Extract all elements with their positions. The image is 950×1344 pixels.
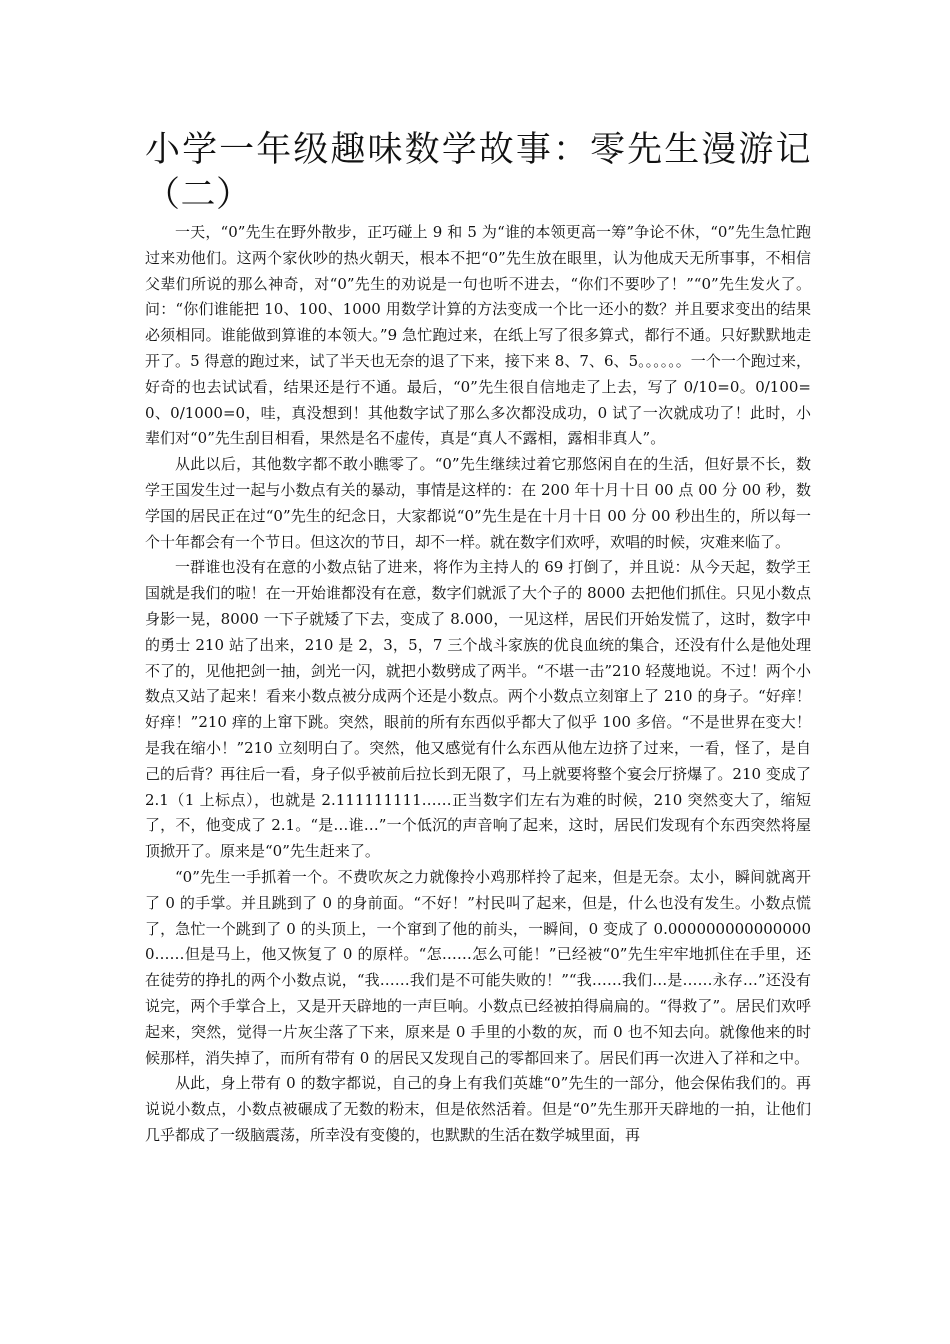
document-body	[145, 128, 811, 1149]
document-title: 小学一年级趣味数学故事：零先生漫游记（二）	[145, 130, 811, 215]
paragraph-2: 从此以后，其他数字都不敢小瞧零了。“0”先生继续过着它那悠闲自在的生活，但好景不长，数学王国发生过一起与小数点有关的暴动，事情是这样的：在 200 年十月十日 00 点 00 分 00 秒，数学国的居民正在过“0”先生的纪念日，大家都说“0”先生是在十月十日 00 分 00 秒出生的，所以每一个十年都会有一个节日。但这次的节日，却不一样。就在数字们欢呼，欢唱的时候，灾难来临了。	[145, 455, 811, 551]
paragraph-5: 从此，身上带有 0 的数字都说，自己的身上有我们英雄“0”先生的一部分，他会保佑我们的。再说说小数点，小数点被碾成了无数的粉末，但是依然活着。但是“0”先生那开天辟地的一拍，让他们几乎都成了一级脑震荡，所幸没有变傻的，也默默的生活在数学城里面，再	[145, 1074, 811, 1144]
paragraph-3: 一群谁也没有在意的小数点钻了进来，将作为主持人的 69 打倒了，并且说：从今天起，数学王国就是我们的啦！在一开始谁都没有在意，数字们就派了大个子的 8000 去把他们抓住。只见小数点身影一晃，8000 一下子就矮了下去，变成了 8.000，一见这样，居民们开始发慌了，这时，数字中的勇士 210 站了出来，210 是 2，3，5，7 三个战斗家族的优良血统的集合，还没有什么是他处理不了的，见他把剑一抽，剑光一闪，就把小数劈成了两半。“不堪一击”210 轻蔑地说。不过！两个小数点又站了起来！看来小数点被分成两个还是小数点。两个小数点立刻窜上了 210 的身子。“好痒！好痒！”210 痒的上窜下跳。突然，眼前的所有东西似乎都大了似乎 100 多倍。“不是世界在变大！是我在缩小！”210 立刻明白了。突然，他又感觉有什么东西从他左边挤了过来，一看，怪了，是自己的后背？再往后一看，身子似乎被前后拉长到无限了，马上就要将整个宴会厅挤爆了。210 变成了 2.1（1 上标点），也就是 2.111111111……正当数字们左右为难的时候，210 突然变大了，缩短了，不，他变成了 2.1。“是…谁…”一个低沉的声音响了起来，这时，居民们发现有个东西突然将屋顶掀开了。原来是“0”先生赶来了。	[145, 558, 811, 861]
paragraph-1: 一天，“0”先生在野外散步，正巧碰上 9 和 5 为“谁的本领更高一筹”争论不休，“0”先生急忙跑过来劝他们。这两个家伙吵的热火朝天，根本不把“0”先生放在眼里，认为他成天无所事事，不相信父辈们所说的那么神奇，对“0”先生的劝说是一句也听不进去，“你们不要吵了！”“0”先生发火了。问：“你们谁能把 10、100、1000 用数学计算的方法变成一个比一还小的数？并且要求变出的结果必须相同。谁能做到算谁的本领大。”9 急忙跑过来，在纸上写了很多算式，都行不通。只好默默地走开了。5 得意的跑过来，试了半天也无奈的退了下来，接下来 8、7、6、5。。。。。。一个一个跑过来，好奇的也去试试看，结果还是行不通。最后，“0”先生很自信地走了上去，写了 0/10=0。0/100=0、0/1000=0，哇，真没想到！其他数字试了那么多次都没成功，0 试了一次就成功了！此时，小辈们对“0”先生刮目相看，果然是名不虚传，真是“真人不露相，露相非真人”。	[145, 223, 811, 448]
paragraph-4: “0”先生一手抓着一个。不费吹灰之力就像拎小鸡那样拎了起来，但是无奈。太小，瞬间就离开了 0 的手掌。并且跳到了 0 的身前面。“不好！”村民叫了起来，但是，什么也没有发生。小数点慌了，急忙一个跳到了 0 的头顶上，一个窜到了他的前头，一瞬间，0 变成了 0.0000000000000000……但是马上，他又恢复了 0 的原样。“怎……怎么可能！”已经被“0”先生牢牢地抓住在手里，还在徒劳的挣扎的两个小数点说，“我……我们是不可能失败的！”“我……我们…是……永存…”还没有说完，两个手掌合上，又是开天辟地的一声巨响。小数点已经被拍得扁扁的。“得救了”。居民们欢呼起来，突然，觉得一片灰尘落了下来，原来是 0 手里的小数的灰，而 0 也不知去向。就像他来的时候那样，消失掉了，而所有带有 0 的居民又发现自己的零都回来了。居民们再一次进入了祥和之中。	[145, 867, 811, 1067]
